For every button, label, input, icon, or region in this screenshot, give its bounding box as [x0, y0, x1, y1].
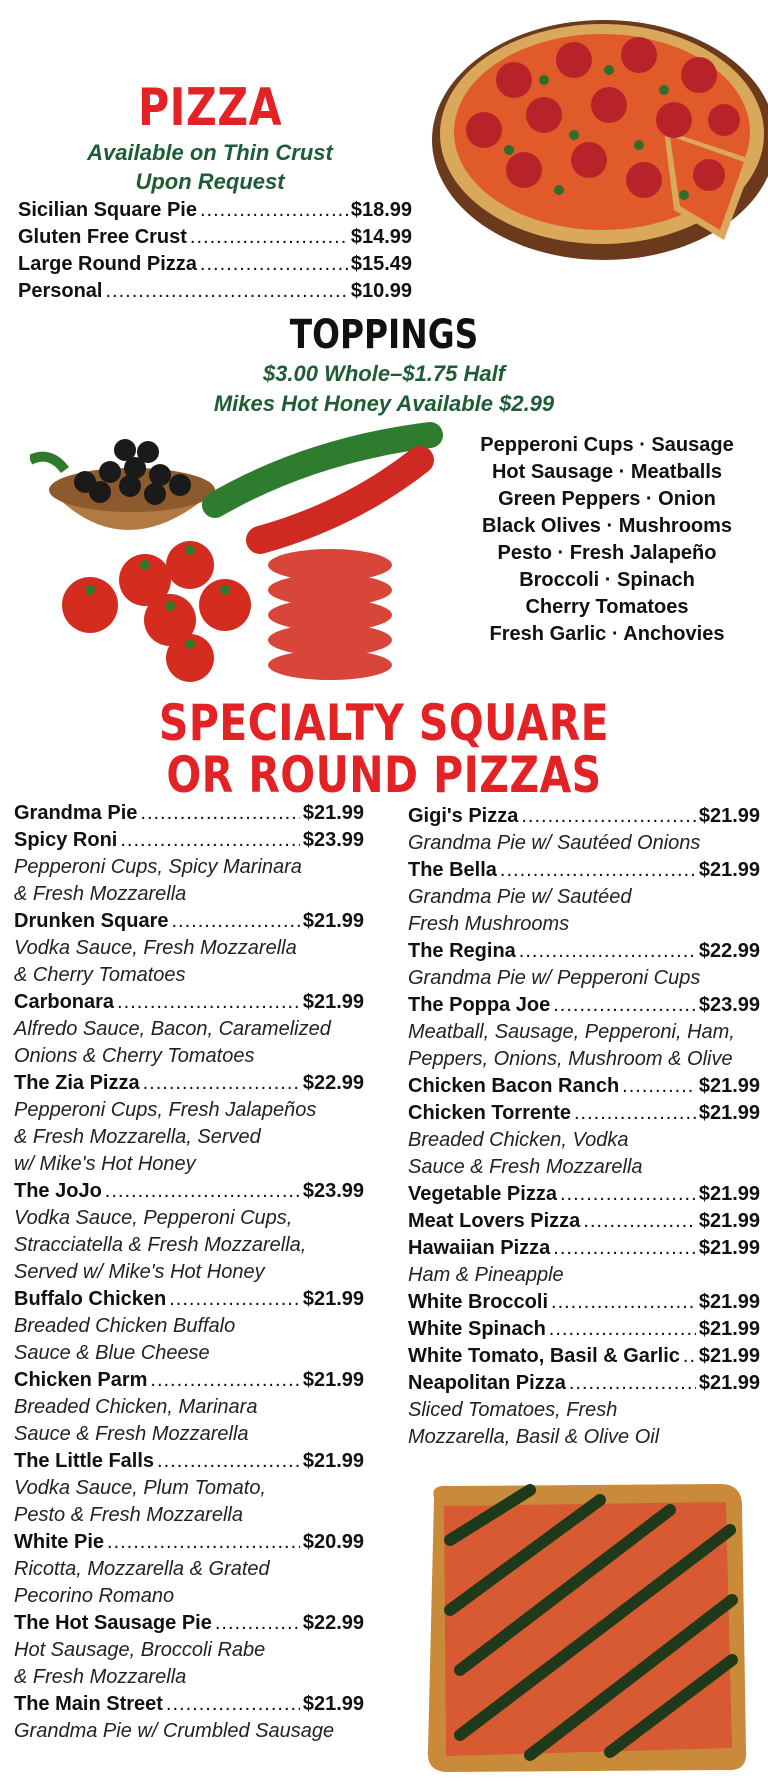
item-price: $21.99 — [698, 1345, 760, 1367]
item-price: $21.99 — [302, 802, 364, 824]
item-name: The JoJo — [14, 1180, 102, 1202]
item-name: Vegetable Pizza — [408, 1183, 557, 1205]
item-description: Onions & Cherry Tomatoes — [14, 1045, 255, 1067]
item-description: Sauce & Blue Cheese — [14, 1342, 210, 1364]
topping-line: Pesto · Fresh Jalapeño — [497, 542, 717, 564]
item-description: w/ Mike's Hot Honey — [14, 1153, 196, 1175]
topping-line: Hot Sausage · Meatballs — [491, 461, 723, 483]
menu-item-name-row — [408, 1073, 760, 1100]
item-price: $21.99 — [698, 1318, 760, 1340]
item-description: Breaded Chicken, Marinara — [14, 1396, 258, 1418]
menu-item-name-row — [408, 1343, 760, 1370]
item-description: Sliced Tomatoes, Fresh — [408, 1399, 618, 1421]
topping-line: Broccoli · Spinach — [519, 569, 695, 591]
menu-item-name-row — [408, 857, 760, 884]
item-description: Ham & Pineapple — [408, 1264, 564, 1286]
item-price: $18.99 — [350, 199, 412, 221]
item-price: $21.99 — [302, 1369, 364, 1391]
menu-item-name-row — [408, 938, 760, 965]
item-name: White Broccoli — [408, 1291, 549, 1313]
item-price: $21.99 — [698, 1237, 760, 1259]
item-price: $21.99 — [698, 1291, 760, 1313]
menu-item-name-row — [14, 1691, 364, 1718]
menu-item-name-row — [14, 827, 364, 854]
topping-line: Cherry Tomatoes — [525, 596, 689, 618]
topping-line: Fresh Garlic · Anchovies — [489, 623, 725, 645]
pizza-item-large-round — [18, 251, 412, 278]
item-name: White Spinach — [408, 1318, 546, 1340]
menu-item-name-row — [408, 992, 760, 1019]
item-price: $22.99 — [302, 1612, 364, 1634]
item-description: Ricotta, Mozzarella & Grated — [14, 1558, 270, 1580]
menu-item-name-row — [14, 1367, 364, 1394]
item-description: Breaded Chicken, Vodka — [408, 1129, 629, 1151]
pizza-subtitle-line1: Available on Thin Crust — [87, 140, 333, 165]
menu-item-name-row — [408, 803, 760, 830]
item-description: Grandma Pie w/ Pepperoni Cups — [408, 967, 701, 989]
menu-item-name-row — [408, 1100, 760, 1127]
toppings-image — [30, 420, 450, 682]
pizza-item-sicilian — [18, 197, 412, 224]
specialty-heading-line2: OR ROUND PIZZAS — [166, 746, 602, 804]
item-price: $21.99 — [698, 1183, 760, 1205]
item-price: $21.99 — [698, 1210, 760, 1232]
item-description: & Cherry Tomatoes — [14, 964, 186, 986]
item-name: The Little Falls — [14, 1450, 155, 1472]
item-description: Served w/ Mike's Hot Honey — [14, 1261, 265, 1283]
menu-item-name-row — [14, 1610, 364, 1637]
menu-item-name-row — [14, 1070, 364, 1097]
menu-item-name-row — [14, 800, 364, 827]
item-description: Meatball, Sausage, Pepperoni, Ham, — [408, 1021, 735, 1043]
menu-item-name-row — [408, 1289, 760, 1316]
item-name: Carbonara — [14, 991, 115, 1013]
pizza-heading: PIZZA — [137, 78, 283, 138]
item-description: Sauce & Fresh Mozzarella — [408, 1156, 643, 1178]
item-name: Large Round Pizza — [18, 253, 197, 275]
menu-item-name-row — [14, 1529, 364, 1556]
item-description: Pepperoni Cups, Spicy Marinara — [14, 856, 302, 878]
topping-line: Green Peppers · Onion — [498, 488, 716, 510]
item-name: White Tomato, Basil & Garlic — [408, 1345, 680, 1367]
item-name: Gluten Free Crust — [18, 226, 187, 248]
item-name: The Zia Pizza — [14, 1072, 140, 1094]
item-name: Drunken Square — [14, 910, 169, 932]
item-description: Pesto & Fresh Mozzarella — [14, 1504, 243, 1526]
item-description: Grandma Pie w/ Sautéed Onions — [408, 832, 701, 854]
item-description: Mozzarella, Basil & Olive Oil — [408, 1426, 660, 1448]
item-name: Chicken Torrente — [408, 1102, 571, 1124]
menu-item-name-row — [14, 1286, 364, 1313]
item-description: & Fresh Mozzarella, Served — [14, 1126, 261, 1148]
item-price: $23.99 — [698, 994, 760, 1016]
square-pizza-image — [420, 1480, 752, 1776]
topping-line: Black Olives · Mushrooms — [481, 515, 733, 537]
pepperoni-pizza-image — [424, 10, 768, 270]
item-description: Pepperoni Cups, Fresh Jalapeños — [14, 1099, 317, 1121]
item-description: & Fresh Mozzarella — [14, 1666, 187, 1688]
item-name: The Main Street — [14, 1693, 163, 1715]
toppings-price-line: $3.00 Whole–$1.75 Half — [262, 361, 506, 386]
item-price: $21.99 — [698, 1075, 760, 1097]
item-description: Alfredo Sauce, Bacon, Caramelized — [14, 1018, 331, 1040]
item-description: Peppers, Onions, Mushroom & Olive — [408, 1048, 733, 1070]
item-description: Sauce & Fresh Mozzarella — [14, 1423, 249, 1445]
item-description: & Fresh Mozzarella — [14, 883, 187, 905]
item-name: Chicken Parm — [14, 1369, 148, 1391]
toppings-honey-line: Mikes Hot Honey Available $2.99 — [213, 391, 555, 416]
item-price: $21.99 — [698, 859, 760, 881]
specialty-heading-line1: SPECIALTY SQUARE — [158, 694, 610, 752]
item-name: The Hot Sausage Pie — [14, 1612, 212, 1634]
toppings-list — [452, 432, 762, 648]
item-name: Hawaiian Pizza — [408, 1237, 551, 1259]
specialty-right-column — [408, 803, 760, 1451]
item-price: $10.99 — [350, 280, 412, 302]
item-description: Vodka Sauce, Plum Tomato, — [14, 1477, 266, 1499]
menu-item-name-row — [408, 1370, 760, 1397]
item-description: Breaded Chicken Buffalo — [14, 1315, 236, 1337]
item-price: $22.99 — [302, 1072, 364, 1094]
item-name: Buffalo Chicken — [14, 1288, 167, 1310]
menu-item-name-row — [14, 1178, 364, 1205]
menu-item-name-row — [14, 1448, 364, 1475]
item-price: $23.99 — [302, 829, 364, 851]
item-price: $14.99 — [350, 226, 412, 248]
pizza-price-list — [18, 197, 412, 305]
menu-item-name-row — [408, 1235, 760, 1262]
item-name: Grandma Pie — [14, 802, 138, 824]
pizza-item-gluten-free — [18, 224, 412, 251]
item-price: $21.99 — [698, 1372, 760, 1394]
item-price: $15.49 — [350, 253, 412, 275]
item-price: $21.99 — [302, 1288, 364, 1310]
menu-item-name-row — [408, 1181, 760, 1208]
menu-item-name-row — [408, 1316, 760, 1343]
item-name: White Pie — [14, 1531, 105, 1553]
item-price: $21.99 — [698, 805, 760, 827]
item-price: $20.99 — [302, 1531, 364, 1553]
item-name: The Poppa Joe — [408, 994, 551, 1016]
item-description: Grandma Pie w/ Crumbled Sausage — [14, 1720, 335, 1742]
item-description: Stracciatella & Fresh Mozzarella, — [14, 1234, 307, 1256]
item-price: $21.99 — [302, 991, 364, 1013]
item-price: $21.99 — [698, 1102, 760, 1124]
item-description: Vodka Sauce, Pepperoni Cups, — [14, 1207, 293, 1229]
item-price: $23.99 — [302, 1180, 364, 1202]
item-name: Personal — [18, 280, 103, 302]
item-name: The Regina — [408, 940, 516, 962]
menu-item-name-row — [14, 989, 364, 1016]
item-description: Hot Sausage, Broccoli Rabe — [14, 1639, 266, 1661]
item-price: $21.99 — [302, 1450, 364, 1472]
item-description: Grandma Pie w/ Sautéed — [408, 886, 632, 908]
item-price: $21.99 — [302, 1693, 364, 1715]
item-name: Chicken Bacon Ranch — [408, 1075, 620, 1097]
item-name: Gigi's Pizza — [408, 805, 519, 827]
item-name: Sicilian Square Pie — [18, 199, 197, 221]
menu-item-name-row — [408, 1208, 760, 1235]
toppings-heading: TOPPINGS — [289, 312, 479, 358]
menu-item-name-row — [14, 908, 364, 935]
topping-line: Pepperoni Cups · Sausage — [480, 434, 734, 456]
item-description: Fresh Mushrooms — [408, 913, 570, 935]
specialty-left-column — [14, 800, 364, 1745]
pizza-subtitle-line2: Upon Request — [135, 169, 285, 194]
item-name: The Bella — [408, 859, 497, 881]
item-price: $22.99 — [698, 940, 760, 962]
item-name: Neapolitan Pizza — [408, 1372, 566, 1394]
item-price: $21.99 — [302, 910, 364, 932]
item-name: Spicy Roni — [14, 829, 118, 851]
item-name: Meat Lovers Pizza — [408, 1210, 581, 1232]
pizza-item-personal — [18, 278, 412, 305]
item-description: Vodka Sauce, Fresh Mozzarella — [14, 937, 297, 959]
item-description: Pecorino Romano — [14, 1585, 175, 1607]
